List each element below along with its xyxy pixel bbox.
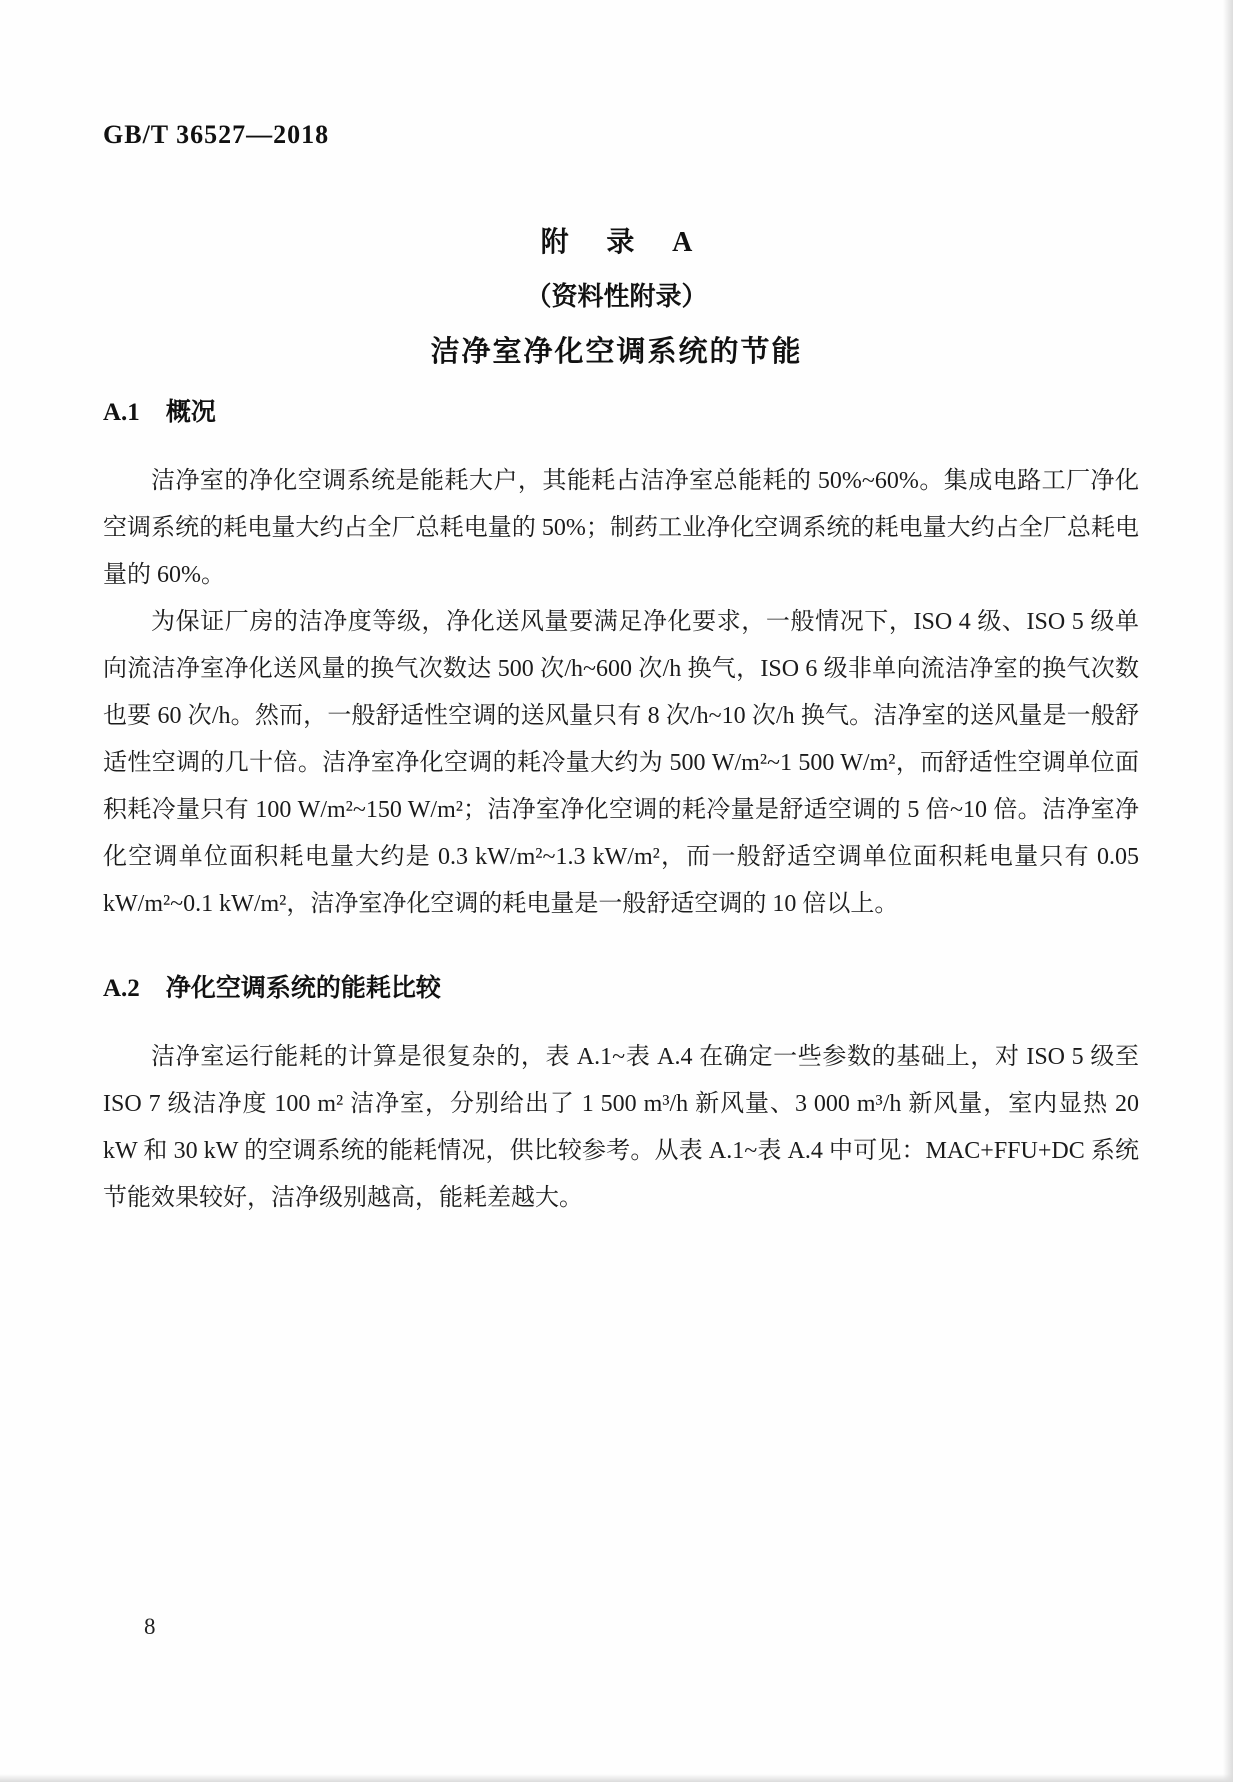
section-title-a2: 净化空调系统的能耗比较 (165, 975, 441, 1002)
section-number-a1: A.1 (103, 399, 140, 426)
section-heading-a2 (103, 968, 1139, 1004)
standard-number: GB/T 36527—2018 (103, 120, 330, 149)
document-body (103, 392, 1139, 1222)
appendix-title: 洁净室净化空调系统的节能 (430, 336, 803, 368)
section-heading-a1 (103, 392, 1139, 428)
paragraph-a2-1: 洁净室运行能耗的计算是很复杂的，表 A.1~表 A.4 在确定一些参数的基础上，对 ISO 5 级至 ISO 7 级洁净度 100 m² 洁净室，分别给出了 1 500 m³/h 新风量、3 000 m³/h 新风量，室内显热 20 kW 和 30 kW 的空调系统的能耗情况，供比较参考。从表 A.1~表 A.4 中可见：MAC+FFU+DC 系统节能效果较好，洁净级别越高，能耗差越大。 (103, 1044, 1139, 1211)
page-number: 8 (144, 1614, 156, 1639)
appendix-label: 附 录 A (540, 227, 708, 258)
section-number-a2: A.2 (103, 975, 140, 1002)
section-title-a1: 概况 (165, 399, 216, 426)
appendix-title-block (0, 220, 1233, 370)
paragraph-a1-1: 洁净室的净化空调系统是能耗大户，其能耗占洁净室总能耗的 50%~60%。集成电路工厂净化空调系统的耗电量大约占全厂总耗电量的 50%；制药工业净化空调系统的耗电量大约占全厂总耗电量的 60%。 (103, 468, 1139, 588)
paragraph-a1-2: 为保证厂房的洁净度等级，净化送风量要满足净化要求，一般情况下，ISO 4 级、ISO 5 级单向流洁净室净化送风量的换气次数达 500 次/h~600 次/h 换气，ISO 6 级非单向流洁净室的换气次数也要 60 次/h。然而，一般舒适性空调的送风量只有 8 次/h~10 次/h 换气。洁净室的送风量是一般舒适性空调的几十倍。洁净室净化空调的耗冷量大约为 500 W/m²~1 500 W/m²，而舒适性空调单位面积耗冷量只有 100 W/m²~150 W/m²；洁净室净化空调的耗冷量是舒适空调的 5 倍~10 倍。洁净室净化空调单位面积耗电量大约是 0.3 kW/m²~1.3 kW/m²，而一般舒适空调单位面积耗电量只有 0.05 kW/m²~0.1 kW/m²，洁净室净化空调的耗电量是一般舒适空调的 10 倍以上。 (103, 609, 1139, 917)
appendix-type: （资料性附录） (525, 282, 708, 311)
scan-edge-bottom (0, 1774, 1233, 1782)
scan-edge-right (1223, 0, 1233, 1782)
